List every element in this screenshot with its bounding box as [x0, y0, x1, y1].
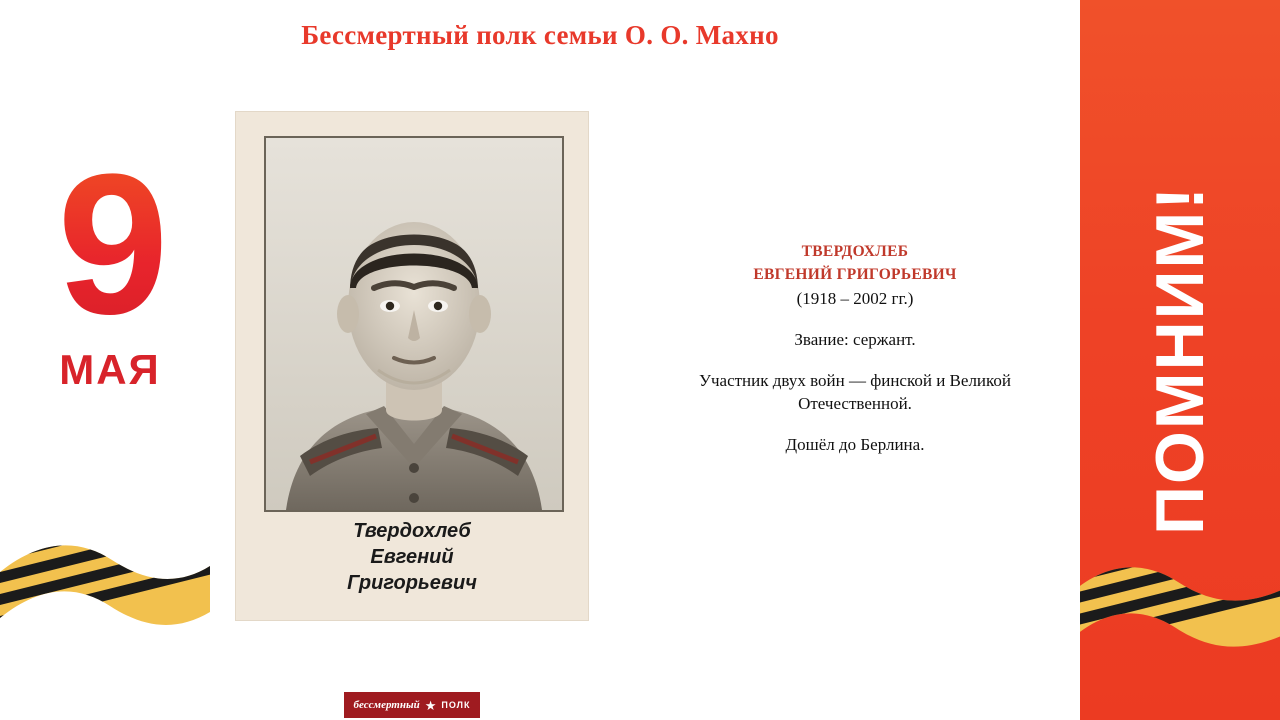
star-icon: ★ [424, 697, 437, 713]
bio-rank: Звание: сержант. [794, 330, 916, 349]
memorial-portrait-card [236, 112, 588, 713]
page-title: Бессмертный полк семьи О. О. Махно [301, 20, 779, 50]
bio-life-years: (1918 – 2002 гг.) [796, 289, 914, 308]
bio-note: Дошёл до Берлина. [785, 435, 925, 454]
biography-block [660, 240, 1050, 456]
bio-service: Участник двух войн — финской и Великой Отечественной. [698, 371, 1012, 413]
st-george-ribbon-right-icon [1080, 540, 1280, 660]
portrait-name-line-3: Григорьевич [347, 572, 477, 594]
emblem-month-label: МАЯ [59, 346, 161, 393]
st-george-ribbon-left-icon [0, 520, 210, 640]
immortal-regiment-logo [344, 692, 480, 718]
panel-word-pomnim: ПОМНИМ! [1142, 185, 1218, 535]
bio-first-patronymic: ЕВГЕНИЙ ГРИГОРЬЕВИЧ [753, 266, 957, 283]
portrait-name-line-2: Евгений [370, 546, 454, 568]
right-red-panel [1080, 0, 1280, 720]
logo-word-bessmertny: бессмертный [353, 699, 420, 711]
bio-surname: ТВЕРДОХЛЕБ [801, 243, 909, 260]
logo-word-polk: ПОЛК [441, 700, 471, 710]
emblem-day-number: 9 [40, 150, 180, 340]
soldier-photo [264, 136, 564, 512]
victory-day-emblem [40, 133, 180, 420]
portrait-name-line-1: Твердохлеб [353, 520, 471, 542]
portrait-name-caption [236, 518, 588, 596]
